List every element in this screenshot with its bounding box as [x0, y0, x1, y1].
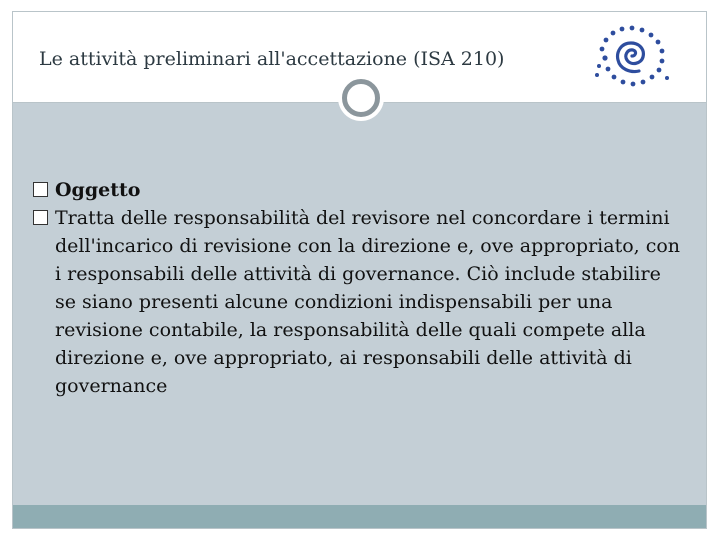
- slide: [12, 11, 707, 529]
- bullet-text: Tratta delle responsabilità del revisore nel concordare i termini dell'incarico di revisione con la direzione e, ove appropriato, con i responsabili delle attività di governance. Ciò include stabilire se siano presenti alcune condizioni indispensabili per una revisione contabile, la responsabilità delle quali compete alla direzione e, ove appropriato, ai responsabili delle attività di governance: [55, 207, 681, 397]
- spiral-logo-icon: [591, 22, 673, 90]
- circle-ornament-icon: [342, 79, 380, 117]
- square-bullet-icon: [33, 182, 48, 197]
- square-bullet-icon: [33, 210, 48, 225]
- list-item: [33, 204, 683, 400]
- bottom-bar: [13, 505, 706, 528]
- list-item: [33, 176, 683, 204]
- bullet-text: Oggetto: [55, 179, 141, 201]
- bullet-list: [33, 176, 683, 400]
- content-area: [13, 103, 706, 505]
- slide-title: Le attività preliminari all'accettazione (ISA 210): [39, 48, 505, 70]
